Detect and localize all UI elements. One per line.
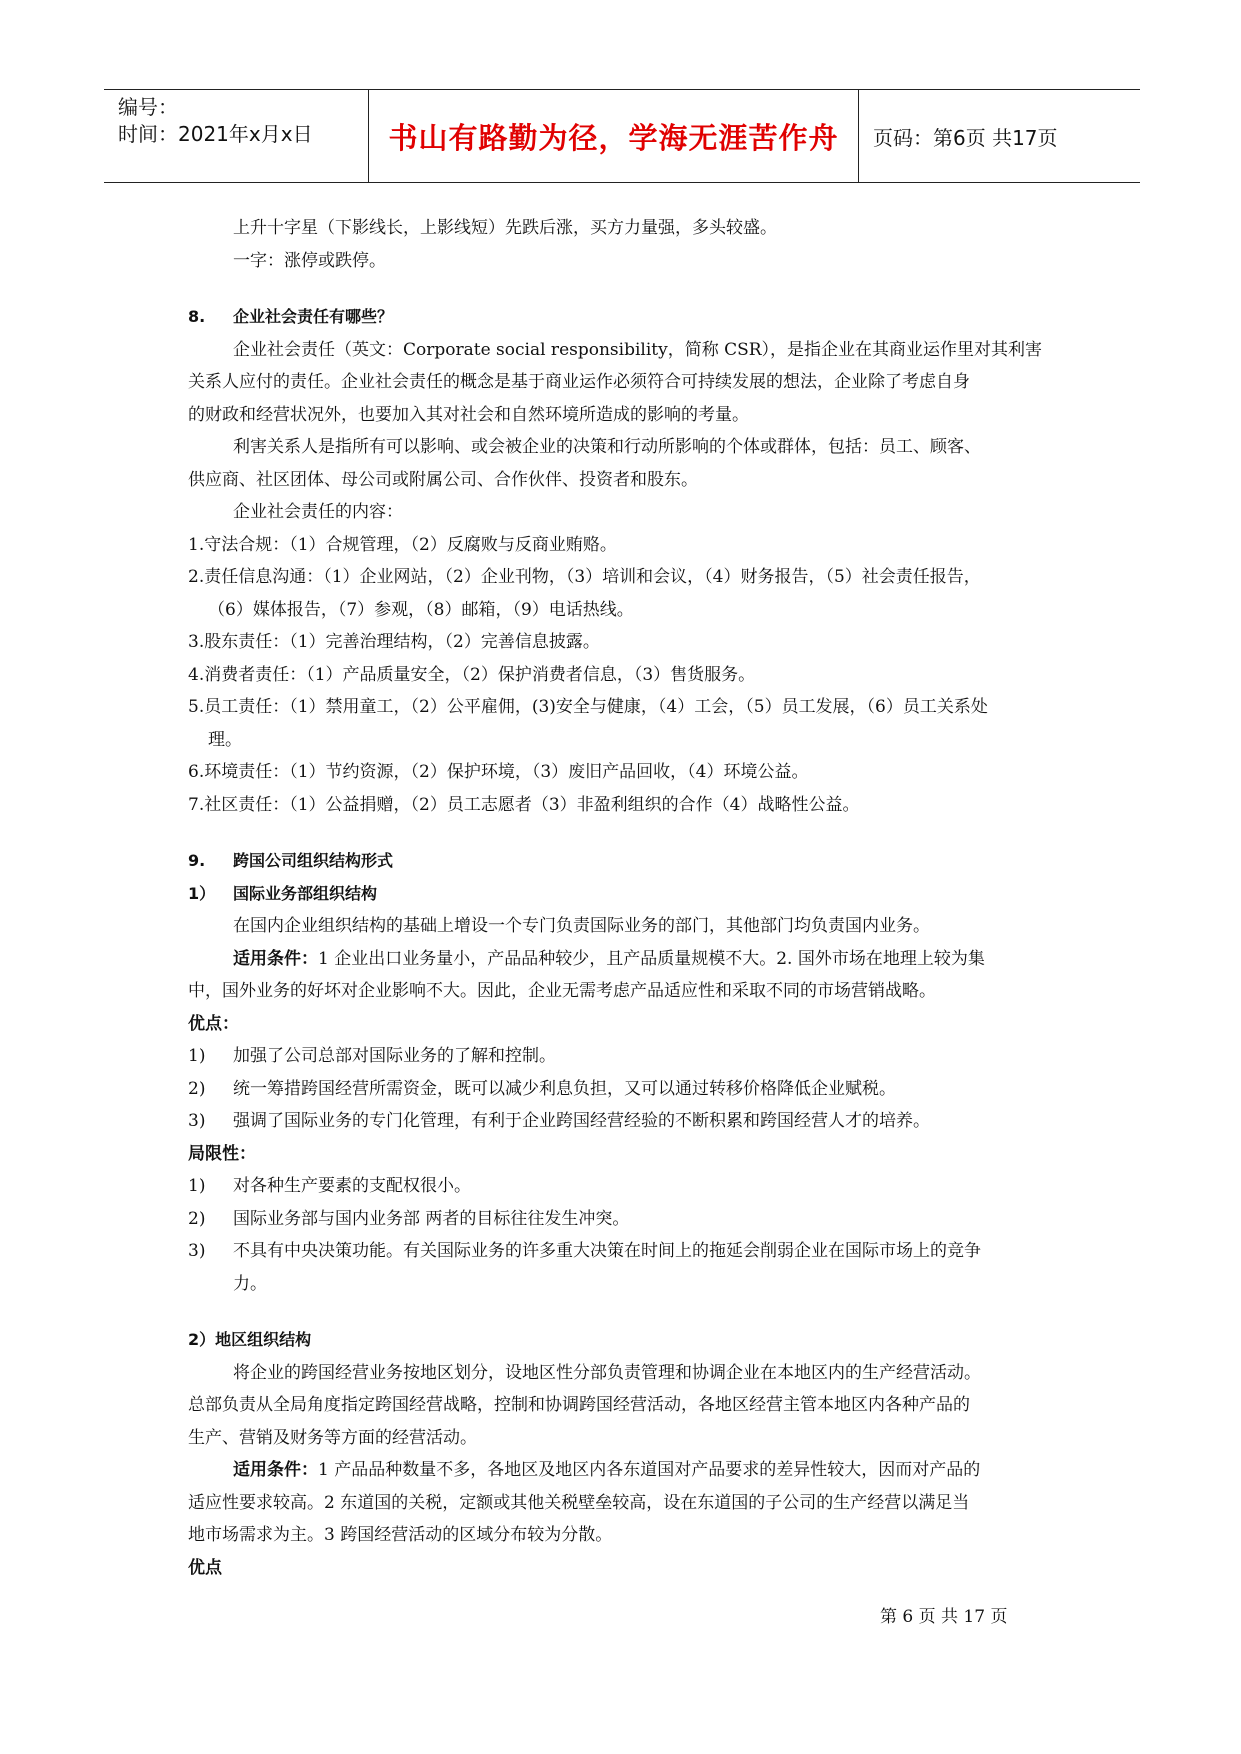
advantages-label: 优点	[188, 1557, 222, 1578]
list-item: 1) 加强了公司总部对国际业务的了解和控制。	[188, 1046, 556, 1066]
list-item: 7.社区责任：（1）公益捐赠，（2）员工志愿者（3）非盈利组织的合作（4）战略性公益。	[188, 794, 860, 815]
list-item: 1) 对各种生产要素的支配权很小。	[188, 1176, 471, 1196]
paragraph-line: 地市场需求为主。3 跨国经营活动的区域分布较为分散。	[188, 1525, 613, 1545]
document-body	[188, 212, 1068, 1584]
document-date: 时间：2021年x月x日	[118, 122, 313, 146]
paragraph-line: 生产、营销及财务等方面的经营活动。	[188, 1427, 477, 1448]
list-item: 6.环境责任：（1）节约资源，（2）保护环境，（3）废旧产品回收，（4）环境公益。	[188, 762, 809, 782]
list-item-continuation: 力。	[233, 1273, 267, 1294]
paragraph-line: 供应商、社区团体、母公司或附属公司、合作伙伴、投资者和股东。	[188, 469, 698, 490]
paragraph-line: 中，国外业务的好坏对企业影响不大。因此，企业无需考虑产品适应性和采取不同的市场营销战略。	[188, 981, 936, 1001]
list-item: 2.责任信息沟通：（1）企业网站，（2）企业刊物，（3）培训和会议，（4）财务报告，（5）社会责任报告，	[188, 567, 981, 587]
paragraph-line: 适应性要求较高。2 东道国的关税，定额或其他关税壁垒较高，设在东道国的子公司的生产经营以满足当	[188, 1492, 970, 1513]
header-motto: 书山有路勤为径，学海无涯苦作舟	[369, 90, 859, 182]
paragraph-line: 关系人应付的责任。企业社会责任的概念是基于商业运作必须符合可持续发展的想法，企业除了考虑自身	[188, 372, 970, 392]
list-item: 5.员工责任：（1）禁用童工，（2）公平雇佣，(3)安全与健康，（4）工会，（5）员工发展，（6）员工关系处	[188, 697, 988, 717]
limitations-label: 局限性：	[188, 1143, 256, 1164]
list-item-continuation: （6）媒体报告，（7）参观，（8）邮箱，（9）电话热线。	[208, 599, 634, 620]
paragraph-line: 的财政和经营状况外，也要加入其对社会和自然环境所造成的影响的考量。	[188, 404, 749, 425]
paragraph-line: 在国内企业组织结构的基础上增设一个专门负责国际业务的部门，其他部门均负责国内业务。	[233, 916, 930, 936]
page-footer: 第 6 页 共 17 页	[880, 1607, 1008, 1627]
paragraph-line: 企业社会责任的内容：	[233, 502, 403, 522]
paragraph-line: 适用条件：1 产品品种数量不多，各地区及地区内各东道国对产品要求的差异性较大，因而对产品的	[233, 1460, 981, 1480]
header-page-info: 页码：第6页 共17页	[873, 125, 1058, 150]
list-item: 3) 不具有中央决策功能。有关国际业务的许多重大决策在时间上的拖延会削弱企业在国际市场上的竞争	[188, 1241, 981, 1261]
list-item-continuation: 理。	[208, 729, 242, 750]
list-item: 2) 统一筹措跨国经营所需资金，既可以减少利息负担，又可以通过转移价格降低企业赋税。	[188, 1078, 896, 1099]
paragraph-line: 一字：涨停或跌停。	[233, 250, 386, 271]
page-header	[104, 89, 1140, 183]
paragraph-line: 上升十字星（下影线长，上影线短）先跌后涨，买方力量强，多头较盛。	[233, 218, 777, 238]
paragraph-line: 将企业的跨国经营业务按地区划分，设地区性分部负责管理和协调企业在本地区内的生产经营活动。	[233, 1362, 981, 1383]
list-item: 2) 国际业务部与国内业务部 两者的目标往往发生冲突。	[188, 1208, 630, 1229]
list-item: 3) 强调了国际业务的专门化管理，有利于企业跨国经营经验的不断积累和跨国经营人才的培养。	[188, 1111, 930, 1131]
list-item: 3.股东责任：（1）完善治理结构，（2）完善信息披露。	[188, 632, 600, 652]
list-item: 4.消费者责任：（1）产品质量安全，（2）保护消费者信息，（3）售货服务。	[188, 664, 756, 685]
subsection-heading: 2）地区组织结构	[188, 1330, 312, 1349]
header-left-cell	[104, 90, 369, 182]
document-number-label: 编号：	[118, 95, 178, 119]
paragraph-line: 总部负责从全局角度指定跨国经营战略，控制和协调跨国经营活动，各地区经营主管本地区内各种产品的	[188, 1395, 970, 1415]
advantages-label: 优点：	[188, 1013, 239, 1034]
list-item: 1.守法合规：（1）合规管理，（2）反腐败与反商业贿赂。	[188, 534, 617, 555]
subsection-heading: 1） 国际业务部组织结构	[188, 883, 378, 903]
paragraph-line: 企业社会责任（英文：Corporate social responsibility，简称 CSR），是指企业在其商业运作里对其利害	[233, 339, 1043, 360]
paragraph-line: 适用条件：1 企业出口业务量小，产品品种较少，且产品质量规模不大。2. 国外市场在地理上较为集	[233, 948, 985, 969]
paragraph-line: 利害关系人是指所有可以影响、或会被企业的决策和行动所影响的个体或群体，包括：员工、顾客、	[233, 437, 981, 457]
section-heading-8: 8. 企业社会责任有哪些？	[188, 307, 394, 326]
section-heading-9: 9. 跨国公司组织结构形式	[188, 851, 394, 870]
